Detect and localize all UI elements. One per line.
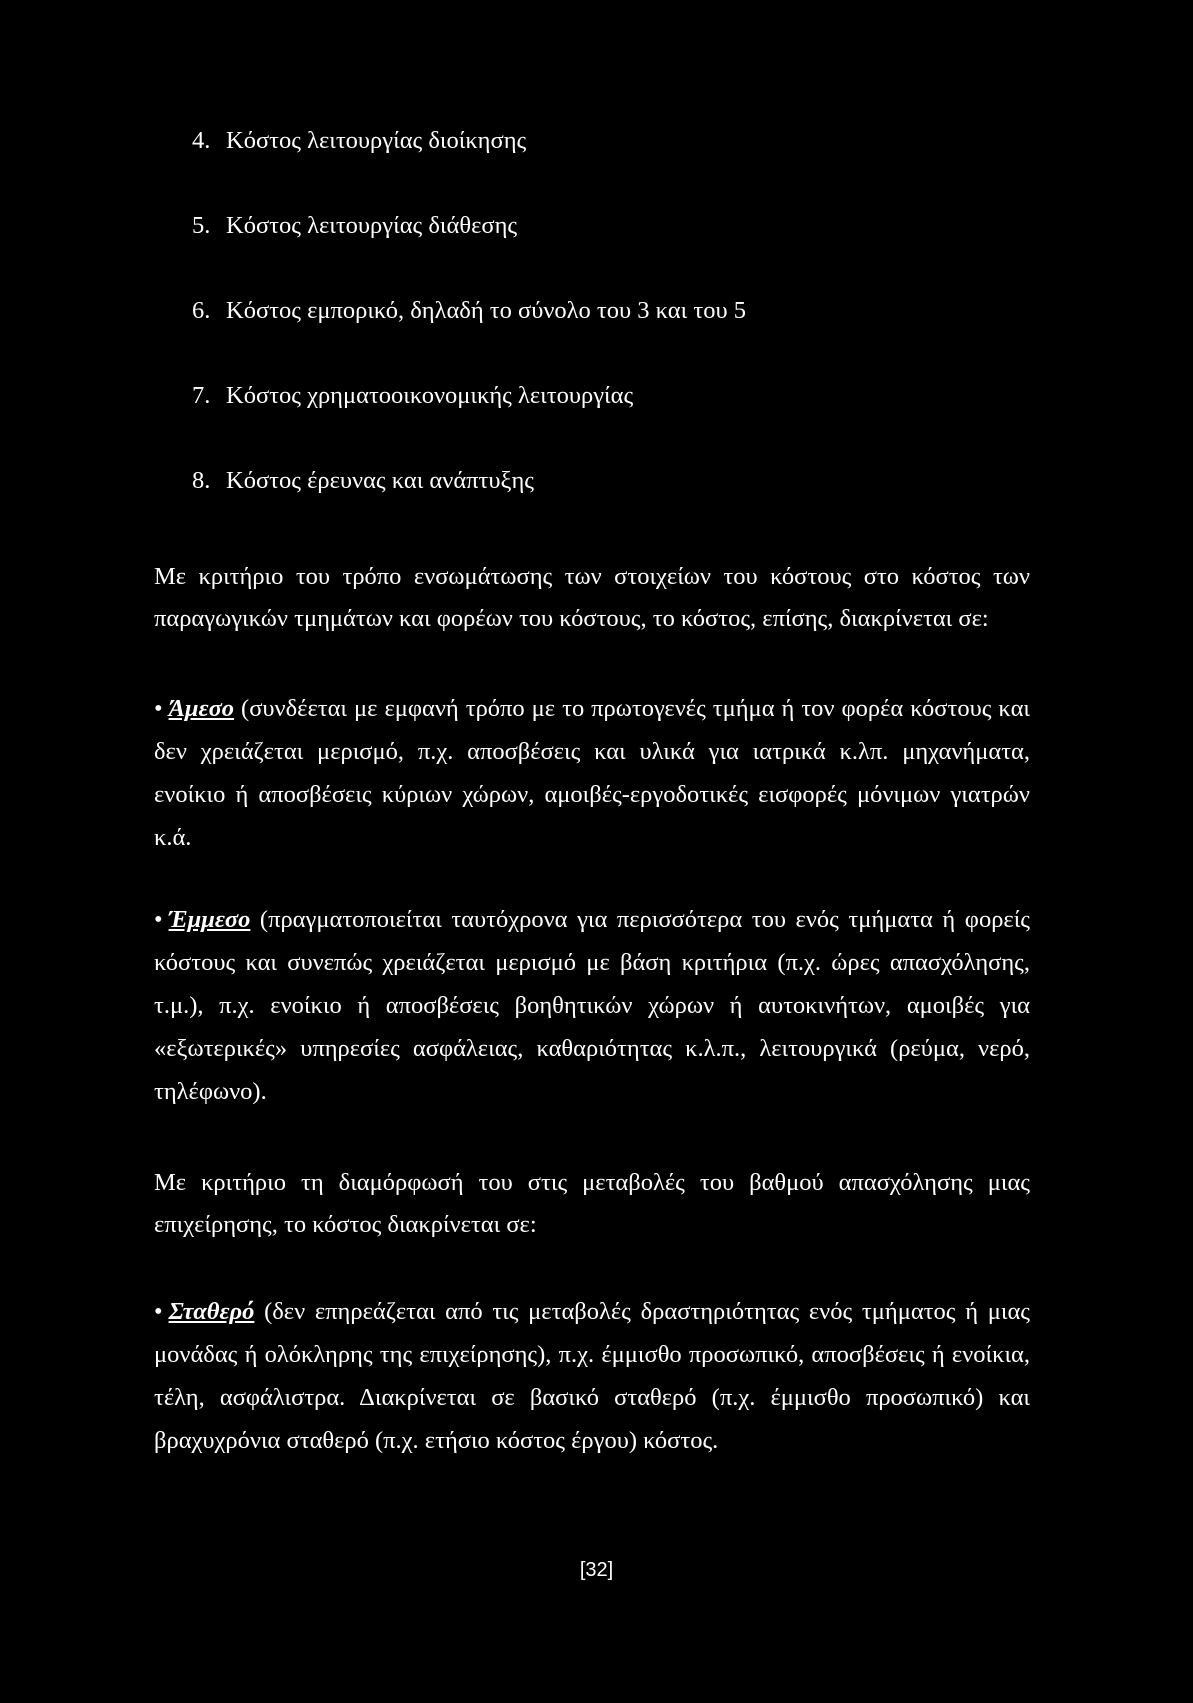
paragraph-activity-criterion: Με κριτήριο τη διαμόρφωσή του στις μεταβολές του βαθμού απασχόλησης μιας επιχείρησης, το κόστος διακρίνεται σε: [154,1169,1030,1238]
list-item [192,126,746,156]
list-item-text: Κόστος έρευνας και ανάπτυξης [226,467,534,494]
list-item-number: 7. [192,382,211,409]
list-item-text: Κόστος λειτουργίας διάθεσης [226,212,518,239]
bullet-term: Άμεσο [168,695,235,722]
bullet-indirect-cost [154,898,1030,1113]
list-item-text: Κόστος χρηματοοικονομικής λειτουργίας [226,382,634,409]
list-item-number: 4. [192,127,211,154]
bullet-term: Έμμεσο [168,906,251,933]
list-item-text: Κόστος λειτουργίας διοίκησης [226,127,527,154]
bullet-direct-cost [154,687,1030,859]
list-item-number: 5. [192,212,211,239]
list-item [192,296,746,326]
bullet-fixed-cost [154,1290,1030,1462]
bullet-text: (δεν επηρεάζεται από τις μεταβολές δραστηριότητας ενός τμήματος ή μιας μονάδας ή ολόκληρης της επιχείρησης), π.χ. έμμισθο προσωπικό, αποσβέσεις ή ενοίκια, τέλη, ασφάλιστρα. Διακρίνεται σε βασικό σταθερό (π.χ. έμμισθο προσωπικό) και βραχυχρόνια σταθερό (π.χ. ετήσιο κόστος έργου) κόστος. [154,1298,1030,1454]
bullet-icon: • [154,695,163,722]
list-item [192,381,746,411]
list-item-number: 6. [192,297,211,324]
bullet-text: (συνδέεται με εμφανή τρόπο με το πρωτογενές τμήμα ή τον φορέα κόστους και δεν χρειάζεται μερισμό, π.χ. αποσβέσεις και υλικά για ιατρικά κ.λπ. μηχανήματα, ενοίκιο ή αποσβέσεις κύριων χώρων, αμοιβές-εργοδοτικές εισφορές μόνιμων γιατρών κ.ά. [154,695,1030,851]
bullet-text: (πραγματοποιείται ταυτόχρονα για περισσότερα του ενός τμήματα ή φορείς κόστους και συνεπώς χρειάζεται μερισμό με βάση κριτήρια (π.χ. ώρες απασχόλησης, τ.μ.), π.χ. ενοίκιο ή αποσβέσεις βοηθητικών χώρων ή αυτοκινήτων, αμοιβές για «εξωτερικές» υπηρεσίες ασφάλειας, καθαριότητας κ.λ.π., λειτουργικά (ρεύμα, νερό, τηλέφωνο). [154,906,1030,1105]
bullet-term: Σταθερό [168,1298,255,1325]
page-number: [32] [579,1559,614,1581]
cost-categories-list [192,126,746,551]
list-item [192,211,746,241]
list-item-text: Κόστος εμπορικό, δηλαδή το σύνολο του 3 και του 5 [226,297,746,324]
list-item [192,466,746,496]
bullet-icon: • [154,906,163,933]
paragraph-incorporation-criterion: Με κριτήριο του τρόπο ενσωμάτωσης των στοιχείων του κόστους στο κόστος των παραγωγικών τμημάτων και φορέων του κόστους, το κόστος, επίσης, διακρίνεται σε: [154,563,1030,632]
list-item-number: 8. [192,467,211,494]
bullet-icon: • [154,1298,163,1325]
